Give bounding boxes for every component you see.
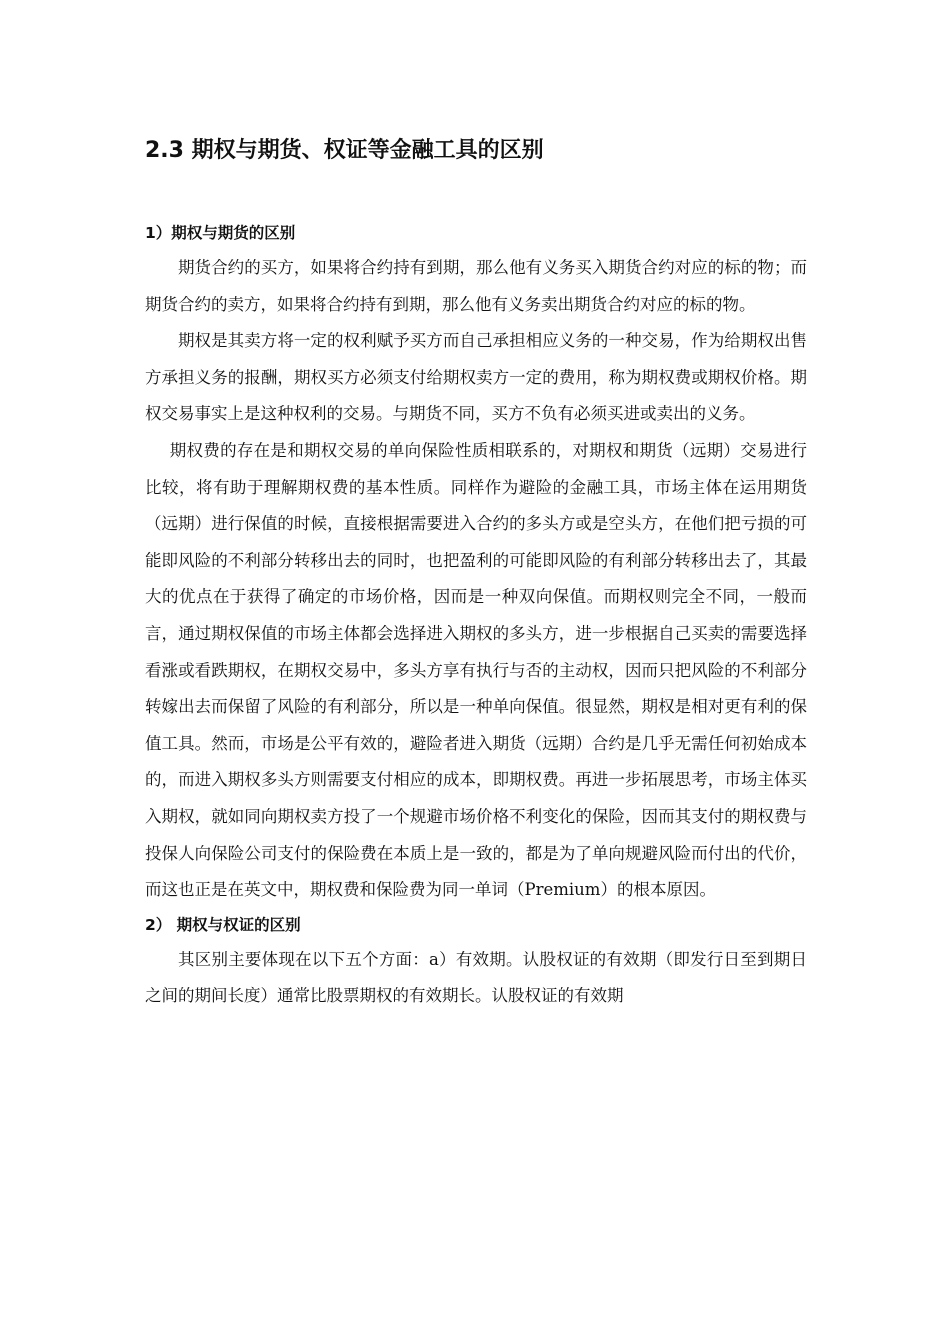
subsection-title-futures: 1）期权与期货的区别 <box>145 224 296 242</box>
paragraph-warrant-differences: 其区别主要体现在以下五个方面：a）有效期。认股权证的有效期（即发行日至到期日之间的期间长度）通常比股票期权的有效期长。认股权证的有效期 <box>145 949 807 1006</box>
paragraph-option-premium: 期权费的存在是和期权交易的单向保险性质相联系的，对期权和期货（远期）交易进行比较，将有助于理解期权费的基本性质。同样作为避险的金融工具，市场主体在运用期货（远期）进行保值的时候，直接根据需要进入合约的多头方或是空头方，在他们把亏损的可能即风险的不利部分转移出去的同时，也把盈利的可能即风险的有利部分转移出去了，其最大的优点在于获得了确定的市场价格，因而是一种双向保值。而期权则完全不同，一般而言，通过期权保值的市场主体都会选择进入期权的多头方，进一步根据自己买卖的需要选择看涨或看跌期权，在期权交易中，多头方享有执行与否的主动权，因而只把风险的不利部分转嫁出去而保留了风险的有利部分，所以是一种单向保值。很显然，期权是相对更有利的保值工具。然而，市场是公平有效的，避险者进入期货（远期）合约是几乎无需任何初始成本的，而进入期权多头方则需要支付相应的成本，即期权费。再进一步拓展思考，市场主体买入期权，就如同向期权卖方投了一个规避市场价格不利变化的保险，因而其支付的期权费与投保人向保险公司支付的保险费在本质上是一致的，都是为了单向规避风险而付出的代价，而这也正是在英文中，期权费和保险费为同一单词（Premium）的根本原因。 <box>145 440 807 900</box>
subsection-title-warrants: 2） 期权与权证的区别 <box>145 915 301 934</box>
paragraph-option-definition: 期权是其卖方将一定的权利赋予买方而自己承担相应义务的一种交易，作为给期权出售方承担义务的报酬，期权买方必须支付给期权卖方一定的费用，称为期权费或期权价格。期权交易事实上是这种权利的交易。与期货不同，买方不负有必须买进或卖出的义务。 <box>145 331 807 424</box>
document-body <box>145 217 807 1015</box>
paragraph-futures-obligation: 期货合约的买方，如果将合约持有到期，那么他有义务买入期货合约对应的标的物；而期货合约的卖方，如果将合约持有到期，那么他有义务卖出期货合约对应的标的物。 <box>145 258 807 314</box>
section-heading: 2.3 期权与期货、权证等金融工具的区别 <box>145 138 544 163</box>
